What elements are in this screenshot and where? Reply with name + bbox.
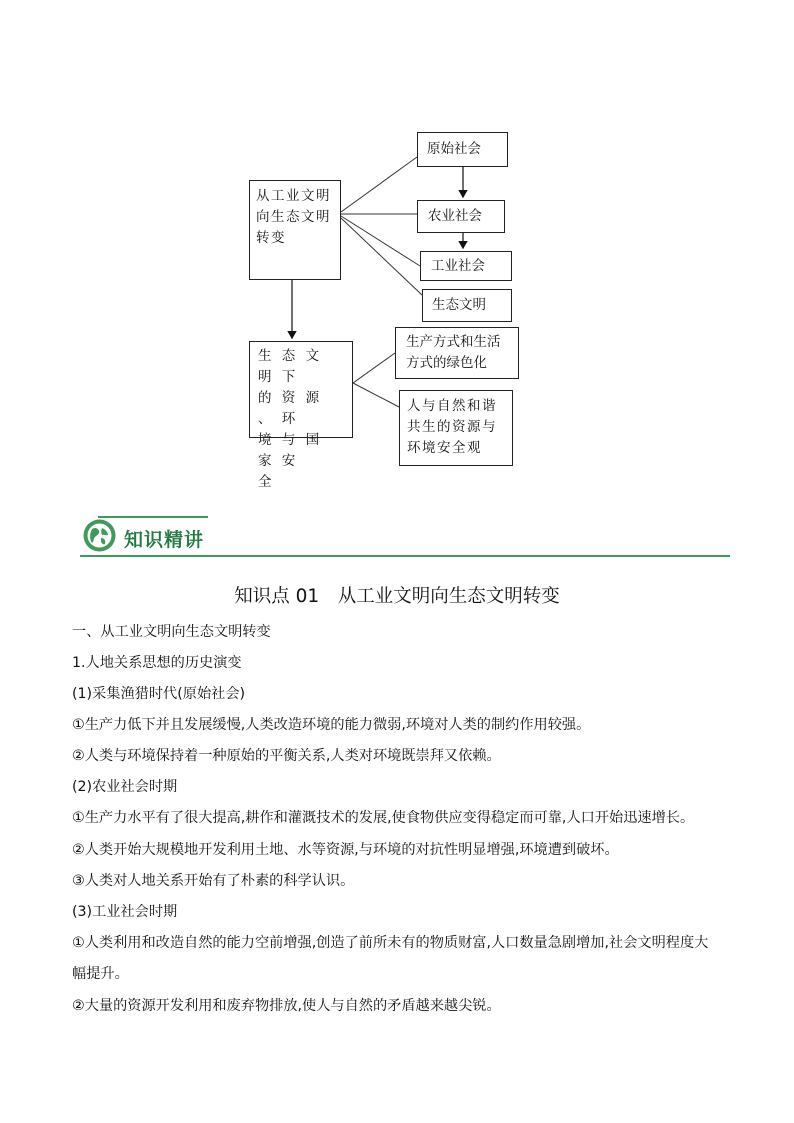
- mindmap-root-node: [249, 180, 341, 280]
- banner-bottom-rule: [80, 555, 730, 557]
- heading-line: 一、从工业文明向生态文明转变: [72, 624, 271, 640]
- node-text: 生态文明: [432, 297, 486, 313]
- globe-icon: [83, 519, 116, 552]
- node-text: 向生态文明: [256, 209, 331, 225]
- node-text: 共生的资源与: [407, 419, 497, 435]
- body-line: ①生产力水平有了很大提高,耕作和灌溉技术的发展,使食物供应变得稳定而可靠,人口开始迅速增长。: [72, 810, 695, 826]
- node-text: 原始社会: [427, 141, 481, 157]
- banner-top-rule: [98, 516, 208, 518]
- body-line: ①生产力低下并且发展缓慢,人类改造环境的能力微弱,环境对人类的制约作用较强。: [72, 717, 591, 733]
- node-text: 全: [258, 474, 275, 490]
- node-text: 转变: [256, 230, 286, 246]
- mindmap-node-harmony: [399, 390, 513, 466]
- banner-label: 知识精讲: [124, 529, 205, 551]
- node-text: 方式的绿色化: [406, 355, 487, 371]
- section-title: 知识点 01 从工业文明向生态文明转变: [234, 586, 560, 607]
- node-text: 的 资 源 、 环: [258, 390, 323, 427]
- connector-root-c3: [341, 216, 420, 266]
- mindmap-node-agricultural: [417, 200, 505, 233]
- section-banner: [80, 516, 730, 558]
- node-text: 生 态 文 明 下: [258, 348, 323, 385]
- node-text: 农业社会: [428, 208, 482, 224]
- body-line: ③人类对人地关系开始有了朴素的科学认识。: [72, 873, 355, 889]
- node-text: 人与自然和谐: [407, 398, 497, 414]
- mindmap-node-primitive: [417, 132, 508, 167]
- body-line: 幅提升。: [72, 966, 129, 982]
- connector-eco-d2: [353, 383, 399, 407]
- period-heading: (3)工业社会时期: [72, 904, 178, 920]
- mindmap-node-ecological: [422, 289, 512, 322]
- mindmap-node-green: [395, 327, 519, 379]
- connector-root-c1: [341, 157, 417, 212]
- body-line: ②人类与环境保持着一种原始的平衡关系,人类对环境既崇拜又依赖。: [72, 748, 501, 764]
- node-text: 境 与 国 家 安: [258, 432, 323, 469]
- body-line: ②大量的资源开发利用和废弃物排放,使人与自然的矛盾越来越尖锐。: [72, 998, 501, 1014]
- mindmap-connectors: [0, 0, 794, 480]
- period-heading: (1)采集渔猎时代(原始社会): [72, 686, 246, 702]
- subheading-line: 1.人地关系思想的历史演变: [72, 655, 242, 671]
- node-text: 工业社会: [431, 258, 485, 274]
- node-text: 环境安全观: [407, 440, 482, 456]
- connector-eco-d1: [353, 353, 395, 383]
- connector-root-c4: [341, 218, 422, 295]
- mindmap-eco-node: [249, 341, 353, 490]
- mindmap-node-industrial: [420, 251, 512, 281]
- node-text: 生产方式和生活: [406, 334, 501, 350]
- body-line: ①人类利用和改造自然的能力空前增强,创造了前所未有的物质财富,人口数量急剧增加,社会文明程度大: [72, 935, 709, 951]
- node-text: 从工业文明: [256, 188, 331, 204]
- period-heading: (2)农业社会时期: [72, 779, 178, 795]
- body-line: ②人类开始大规模地开发利用土地、水等资源,与环境的对抗性明显增强,环境遭到破坏。: [72, 842, 619, 858]
